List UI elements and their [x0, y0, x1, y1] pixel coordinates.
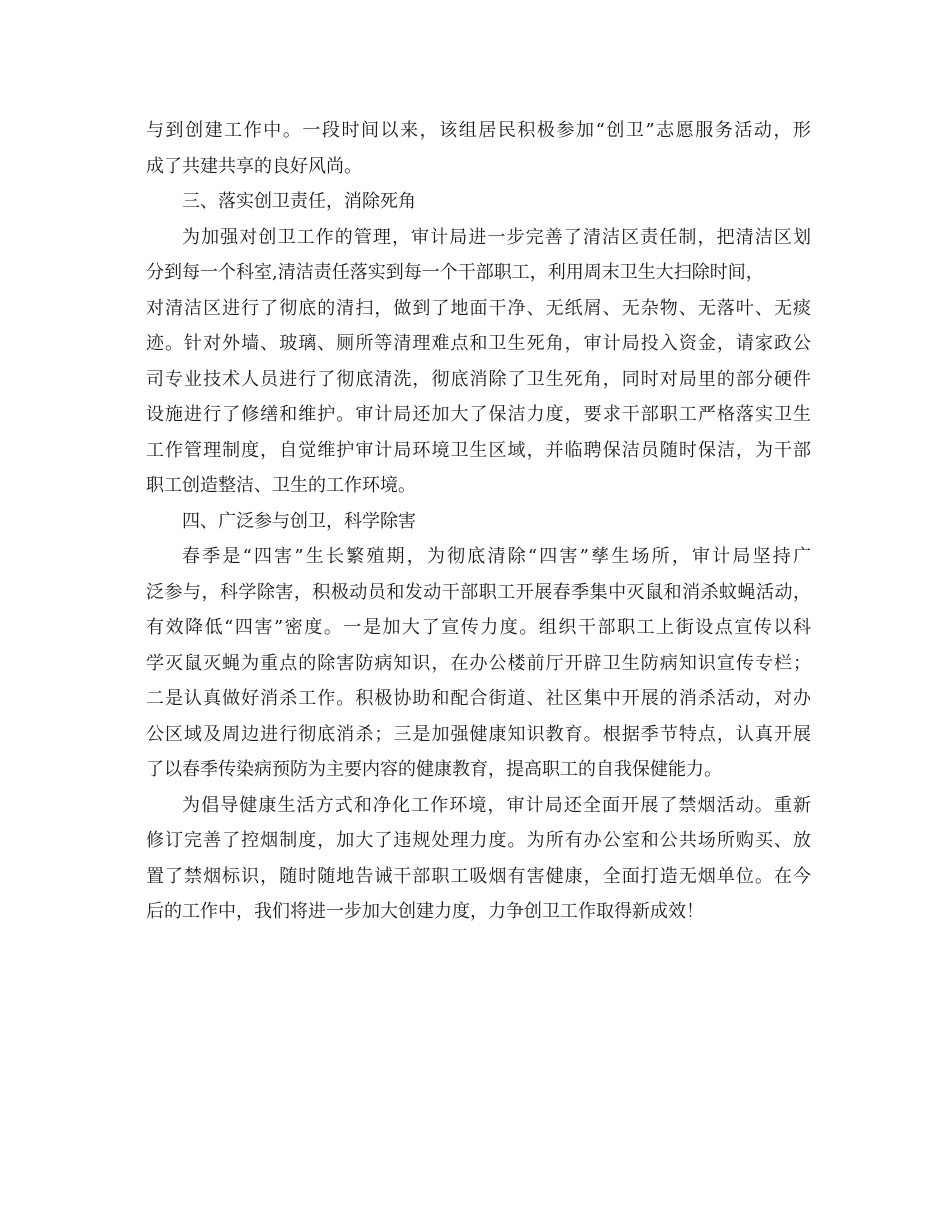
- text-line: 为倡导健康生活方式和净化工作环境，审计局还全面开展了禁烟活动。重新: [182, 795, 811, 816]
- section-heading: 四、广泛参与创卫，科学除害: [182, 511, 416, 532]
- text-line: 司专业技术人员进行了彻底清洗，彻底消除了卫生死角，同时对局里的部分硬件: [146, 369, 811, 390]
- text-line: 与到创建工作中。一段时间以来，该组居民积极参加“创卫”志愿服务活动，形: [146, 120, 811, 141]
- text-line: 迹。针对外墙、玻璃、厕所等清理难点和卫生死角，审计局投入资金，请家政公: [146, 333, 811, 354]
- text-line: 工作管理制度，自觉维护审计局环境卫生区域，并临聘保洁员随时保洁，为干部: [146, 440, 811, 461]
- text-line: 二是认真做好消杀工作。积极协助和配合街道、社区集中开展的消杀活动，对办: [146, 688, 811, 709]
- text-line: 职工创造整洁、卫生的工作环境。: [146, 475, 416, 496]
- text-line: 泛参与，科学除害，积极动员和发动干部职工开展春季集中灭鼠和消杀蚊蝇活动，: [146, 582, 811, 603]
- text-line: 公区域及周边进行彻底消杀；三是加强健康知识教育。根据季节特点，认真开展: [146, 724, 811, 745]
- text-line: 了以春季传染病预防为主要内容的健康教育，提高职工的自我保健能力。: [146, 759, 722, 780]
- text-line: 后的工作中，我们将进一步加大创建力度，力争创卫工作取得新成效！: [146, 901, 704, 922]
- text-line: 学灭鼠灭蝇为重点的除害防病知识，在办公楼前厅开辟卫生防病知识宣传专栏；: [146, 653, 811, 674]
- text-line: 春季是“四害”生长繁殖期，为彻底清除“四害”孳生场所，审计局坚持广: [182, 546, 811, 567]
- text-line: 置了禁烟标识，随时随地告诫干部职工吸烟有害健康，全面打造无烟单位。在今: [146, 866, 811, 887]
- text-line: 成了共建共享的良好风尚。: [146, 156, 362, 177]
- text-line: 有效降低“四害”密度。一是加大了宣传力度。组织干部职工上街设点宣传以科: [146, 617, 811, 638]
- text-line: 分到每一个科室,清洁责任落实到每一个干部职工，利用周末卫生大扫除时间，: [146, 262, 764, 283]
- text-line: 设施进行了修缮和维护。审计局还加大了保洁力度，要求干部职工严格落实卫生: [146, 404, 811, 425]
- text-line: 对清洁区进行了彻底的清扫，做到了地面干净、无纸屑、无杂物、无落叶、无痰: [146, 298, 811, 319]
- text-line: 为加强对创卫工作的管理，审计局进一步完善了清洁区责任制，把清洁区划: [182, 227, 811, 248]
- text-line: 修订完善了控烟制度，加大了违规处理力度。为所有办公室和公共场所购买、放: [146, 830, 811, 851]
- section-heading: 三、落实创卫责任，消除死角: [182, 191, 416, 212]
